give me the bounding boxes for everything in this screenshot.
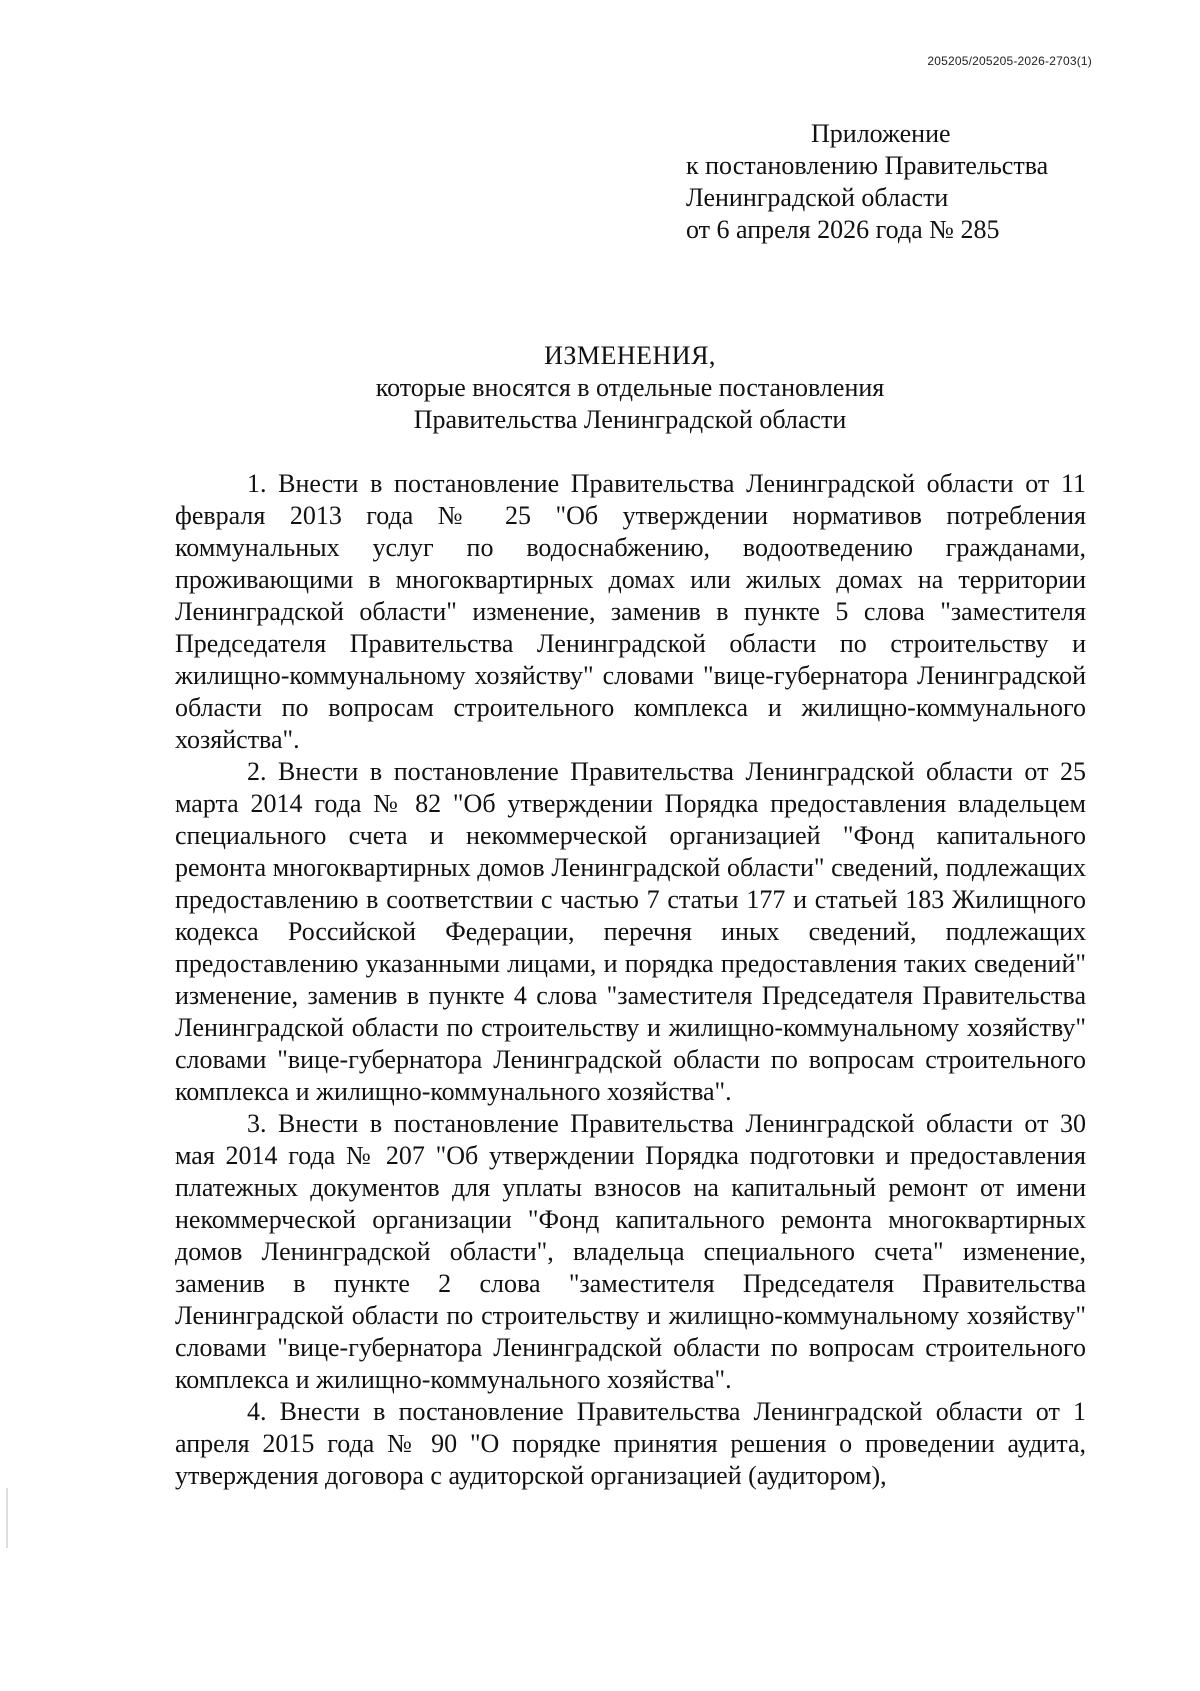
appendix-date-number: от 6 апреля 2026 года № 285 <box>686 215 1000 244</box>
document-title <box>175 340 1085 436</box>
paragraph-3: 3. Внести в постановление Правительства Ленинградской области от 30 мая 2014 года № 207 "Об утверждении Порядка подготовки и предоставления платежных документов для уплаты взносов на капитальный ремонт от имени некоммерческой организации "Фонд капитального ремонта многоквартирных домов Ленинградской области", владельца специального счета" изменение, заменив в пункте 2 слова "заместителя Председателя Правительства Ленинградской области по строительству и жилищно-коммунальному хозяйству" словами "вице-губернатора Ленинградской области по вопросам строительного комплекса и жилищно-коммунального хозяйства". <box>175 1109 1086 1394</box>
appendix-title: Приложение <box>811 119 951 148</box>
appendix-line: к постановлению Правительства <box>686 151 1049 180</box>
paragraph-1: 1. Внести в постановление Правительства Ленинградской области от 11 февраля 2013 года № 25 "Об утверждении нормативов потребления коммунальных услуг по водоснабжению, водоотведению гражданами, проживающими в многоквартирных домах или жилых домах на территории Ленинградской области" изменение, заменив в пункте 5 слова "заместителя Председателя Правительства Ленинградской области по строительству и жилищно-коммунальному хозяйству" словами "вице-губернатора Ленинградской области по вопросам строительного комплекса и жилищно-коммунального хозяйства". <box>175 469 1086 754</box>
document-body <box>175 468 1086 1492</box>
appendix-line: Ленинградской области <box>686 183 949 212</box>
appendix-block <box>686 118 1126 246</box>
title-heading: ИЗМЕНЕНИЯ, <box>544 341 716 370</box>
title-subline: которые вносятся в отдельные постановления <box>375 373 885 402</box>
scan-edge-mark <box>6 1488 8 1548</box>
document-id: 205205/205205-2026-2703(1) <box>927 54 1092 68</box>
title-subline: Правительства Ленинградской области <box>413 405 847 434</box>
paragraph-2: 2. Внести в постановление Правительства Ленинградской области от 25 марта 2014 года № 82 "Об утверждении Порядка предоставления владельцем специального счета и некоммерческой организацией "Фонд капитального ремонта многоквартирных домов Ленинградской области" сведений, подлежащих предоставлению в соответствии с частью 7 статьи 177 и статьей 183 Жилищного кодекса Российской Федерации, перечня иных сведений, подлежащих предоставлению указанными лицами, и порядка предоставления таких сведений" изменение, заменив в пункте 4 слова "заместителя Председателя Правительства Ленинградской области по строительству и жилищно-коммунальному хозяйству" словами "вице-губернатора Ленинградской области по вопросам строительного комплекса и жилищно-коммунального хозяйства". <box>175 757 1086 1106</box>
paragraph-4: 4. Внести в постановление Правительства Ленинградской области от 1 апреля 2015 года № 90 "О порядке принятия решения о проведении аудита, утверждения договора с аудиторской организацией (аудитором), <box>175 1397 1086 1490</box>
